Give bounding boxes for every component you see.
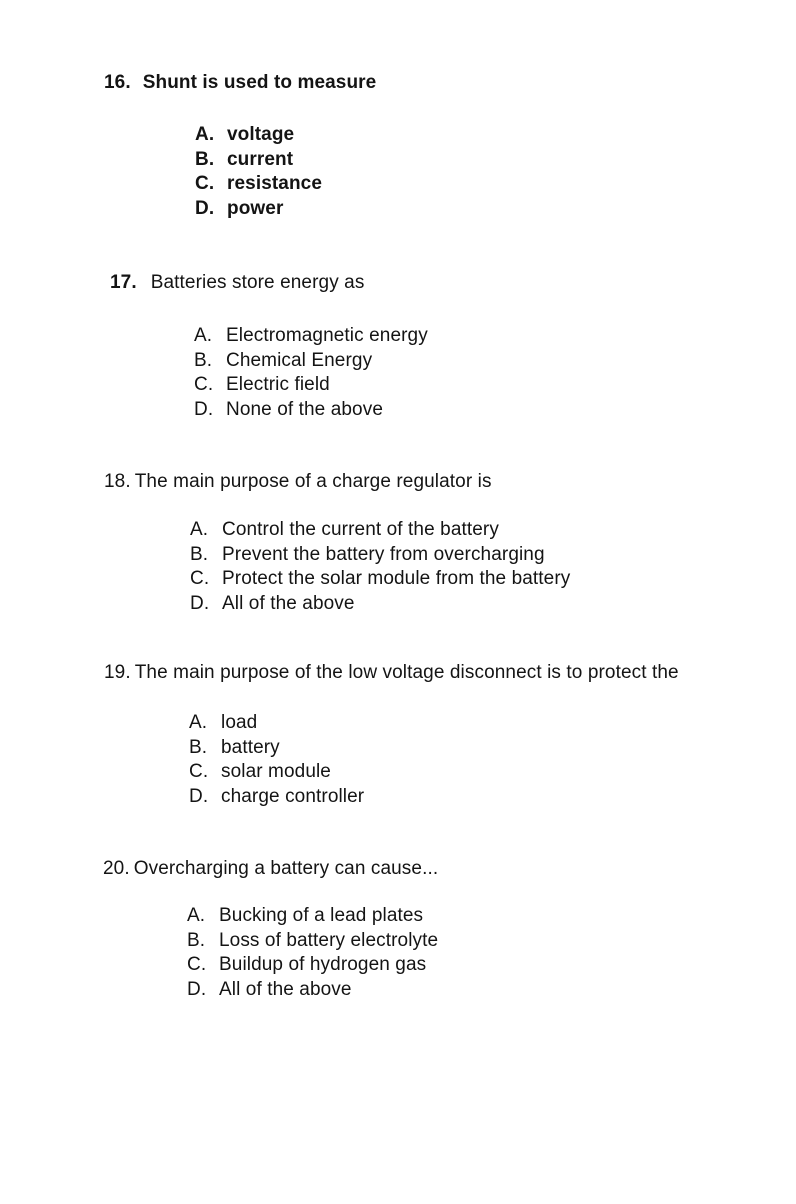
option-b xyxy=(189,736,364,761)
question-number: 18. xyxy=(104,471,131,492)
option-text: Bucking of a lead plates xyxy=(219,905,424,926)
option-text: power xyxy=(227,197,284,219)
option-letter: D. xyxy=(195,197,215,219)
option-b xyxy=(195,148,322,173)
option-letter: B. xyxy=(195,148,215,170)
option-c xyxy=(195,172,322,197)
option-letter: A. xyxy=(187,905,206,926)
option-letter: D. xyxy=(187,978,207,1000)
option-text: Electric field xyxy=(226,374,330,395)
option-text: Loss of battery electrolyte xyxy=(219,929,439,951)
option-c xyxy=(194,373,428,398)
option-text: Prevent the battery from overcharging xyxy=(222,543,545,565)
question-text: Batteries store energy as xyxy=(150,272,365,293)
option-d xyxy=(190,592,570,617)
option-letter: C. xyxy=(194,374,214,395)
answer-options xyxy=(190,518,570,616)
option-text: voltage xyxy=(227,124,295,145)
question-stem xyxy=(103,858,438,880)
option-text: load xyxy=(221,712,258,733)
option-text: charge controller xyxy=(221,785,365,807)
option-b xyxy=(194,349,428,374)
question-stem xyxy=(110,272,364,294)
option-text: battery xyxy=(221,736,280,758)
option-letter: C. xyxy=(195,173,215,194)
question-number: 17. xyxy=(110,272,137,293)
question-number: 20. xyxy=(103,858,130,879)
option-text: Electromagnetic energy xyxy=(226,325,428,346)
answer-options xyxy=(194,324,428,422)
option-text: Buildup of hydrogen gas xyxy=(219,954,427,975)
option-a xyxy=(190,518,570,543)
option-letter: C. xyxy=(189,761,209,782)
answer-options xyxy=(187,904,438,1002)
option-a xyxy=(194,324,428,349)
option-letter: D. xyxy=(194,398,214,420)
answer-options xyxy=(195,123,322,221)
option-text: Chemical Energy xyxy=(226,349,373,371)
option-letter: A. xyxy=(195,124,215,145)
question-stem xyxy=(104,662,679,684)
question-text: The main purpose of the low voltage disconnect is to protect the xyxy=(134,662,679,683)
option-letter: B. xyxy=(189,736,208,758)
option-a xyxy=(195,123,322,148)
option-d xyxy=(189,785,364,810)
option-letter: B. xyxy=(190,543,209,565)
question-stem xyxy=(104,471,492,493)
option-d xyxy=(195,197,322,222)
question-text: The main purpose of a charge regulator is xyxy=(134,471,492,492)
option-text: Control the current of the battery xyxy=(222,519,499,540)
option-c xyxy=(187,953,438,978)
option-a xyxy=(187,904,438,929)
option-text: All of the above xyxy=(222,592,355,614)
option-letter: C. xyxy=(190,568,210,589)
option-d xyxy=(187,978,438,1003)
option-text: Protect the solar module from the battery xyxy=(222,568,571,589)
option-c xyxy=(189,760,364,785)
option-text: current xyxy=(227,148,294,170)
option-text: resistance xyxy=(227,173,323,194)
option-letter: A. xyxy=(190,519,209,540)
option-letter: C. xyxy=(187,954,207,975)
question-number: 16. xyxy=(104,72,131,93)
answer-options xyxy=(189,711,364,809)
option-letter: B. xyxy=(194,349,213,371)
option-letter: A. xyxy=(189,712,208,733)
option-letter: A. xyxy=(194,325,213,346)
option-b xyxy=(190,543,570,568)
option-letter: D. xyxy=(189,785,209,807)
option-letter: B. xyxy=(187,929,206,951)
option-b xyxy=(187,929,438,954)
option-a xyxy=(189,711,364,736)
question-text: Overcharging a battery can cause... xyxy=(133,858,439,879)
question-text: Shunt is used to measure xyxy=(142,72,377,93)
option-c xyxy=(190,567,570,592)
option-letter: D. xyxy=(190,592,210,614)
option-d xyxy=(194,398,428,423)
option-text: solar module xyxy=(221,761,331,782)
question-stem xyxy=(104,72,376,94)
option-text: None of the above xyxy=(226,398,383,420)
option-text: All of the above xyxy=(219,978,352,1000)
question-number: 19. xyxy=(104,662,131,683)
